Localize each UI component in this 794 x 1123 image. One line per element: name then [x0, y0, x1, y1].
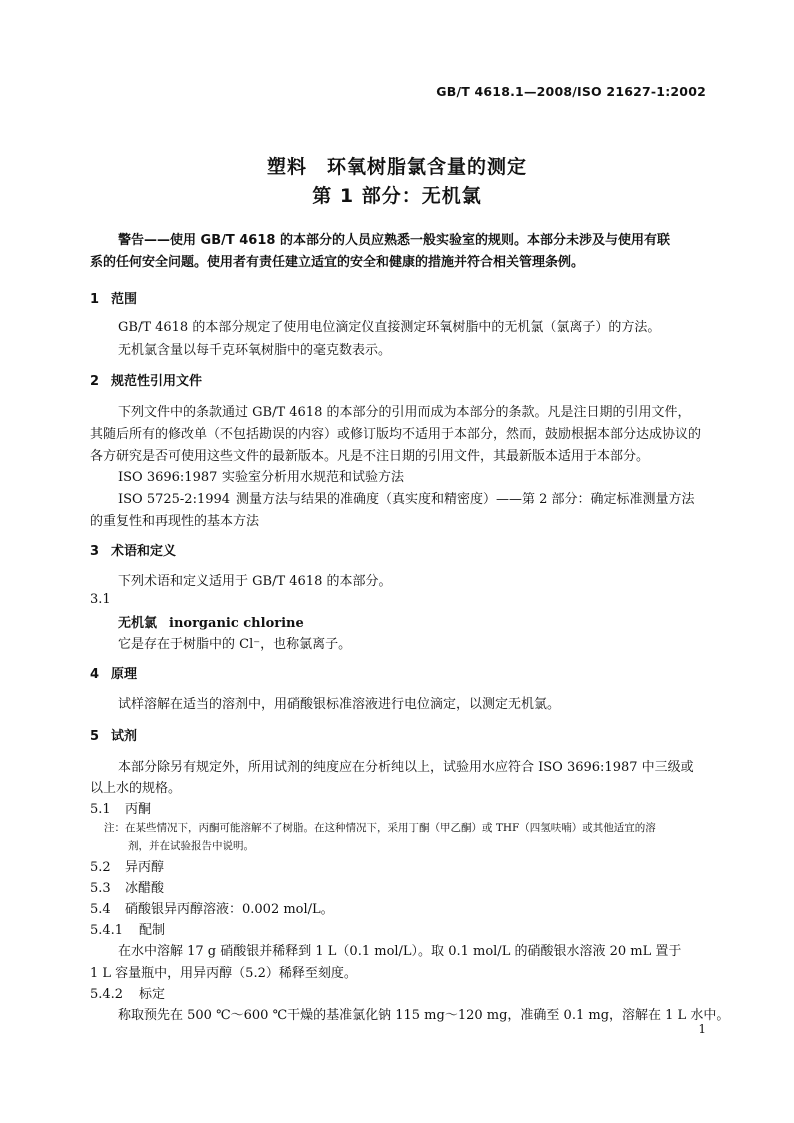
section-number: 3 — [90, 544, 100, 559]
warning-paragraph — [90, 230, 706, 274]
page-number: 1 — [698, 1022, 706, 1036]
section-heading-reagents — [90, 725, 137, 744]
paragraph: GB/T 4618 的本部分规定了使用电位滴定仪直接测定环氧树脂中的无机氯（氯离子）的方法。 — [118, 320, 661, 335]
section-heading-terms — [90, 540, 176, 559]
note-line: 注：在某些情况下，丙酮可能溶解不了树脂。在这种情况下，采用丁酮（甲乙酮）或 THF（四氢呋喃）或其他适宜的溶 — [104, 822, 656, 834]
reagent-item — [90, 798, 151, 817]
paragraph-line: 称取预先在 500 ℃～600 ℃干燥的基准氯化钠 115 mg～120 mg，准确至 0.1 mg，溶解在 1 L 水中。 — [118, 1008, 730, 1023]
warning-line: 系的任何安全问题。使用者有责任建立适宜的安全和健康的措施并符合相关管理条例。 — [90, 255, 585, 270]
section-number: 2 — [90, 374, 100, 389]
paragraph-line: 本部分除另有规定外，所用试剂的纯度应在分析纯以上，试验用水应符合 ISO 3696:1987 中三级或 — [118, 760, 694, 775]
paragraph-line: 各方研究是否可使用这些文件的最新版本。凡是不注日期的引用文件，其最新版本适用于本部分。 — [90, 449, 650, 464]
paragraph-line: 1 L 容量瓶中，用异丙醇（5.2）稀释至刻度。 — [90, 966, 357, 981]
reference-code: ISO 3696:1987 — [118, 470, 218, 485]
term-chinese: 无机氯 — [118, 616, 158, 631]
paragraph-line: 在水中溶解 17 g 硝酸银并稀释到 1 L（0.1 mol/L）。取 0.1 mol/L 的硝酸银水溶液 20 mL 置于 — [118, 944, 682, 959]
item-number: 5.2 — [90, 860, 111, 875]
warning-line: 警告——使用 GB/T 4618 的本部分的人员应熟悉一般实验室的规则。本部分未涉及与使用有联 — [118, 233, 670, 248]
reference-title: 实验室分析用水规范和试验方法 — [222, 470, 405, 485]
section-number: 5 — [90, 729, 100, 744]
document-subtitle: 第 1 部分：无机氯 — [312, 185, 482, 207]
item-number: 5.4.1 — [90, 923, 124, 938]
item-title: 配制 — [139, 923, 166, 938]
term-english: inorganic chlorine — [169, 616, 304, 631]
reagent-subitem — [90, 983, 165, 1002]
document-title: 塑料 环氧树脂氯含量的测定 — [266, 156, 527, 178]
section-title: 原理 — [111, 667, 138, 682]
term-definition: 它是存在于树脂中的 Cl⁻，也称氯离子。 — [118, 637, 352, 652]
reference-title-continuation: 的重复性和再现性的基本方法 — [90, 514, 260, 529]
item-number: 5.4.2 — [90, 987, 124, 1002]
section-heading-principle — [90, 663, 137, 682]
paragraph-line: 下列文件中的条款通过 GB/T 4618 的本部分的引用而成为本部分的条款。凡是注日期的引用文件， — [118, 405, 691, 420]
section-title: 范围 — [111, 292, 138, 307]
reference-item — [118, 488, 695, 507]
item-number: 5.1 — [90, 802, 111, 817]
reagent-item — [90, 898, 334, 917]
section-heading-scope — [90, 288, 137, 307]
reagent-item — [90, 856, 164, 875]
reference-item — [118, 466, 404, 485]
term-entry — [118, 612, 304, 631]
item-title: 标定 — [139, 987, 166, 1002]
note-line: 剂，并在试验报告中说明。 — [128, 840, 254, 852]
item-title: 硝酸银异丙醇溶液：0.002 mol/L。 — [125, 902, 334, 917]
section-title: 术语和定义 — [111, 544, 177, 559]
item-title: 冰醋酸 — [125, 881, 165, 896]
paragraph: 下列术语和定义适用于 GB/T 4618 的本部分。 — [118, 574, 392, 589]
section-title: 规范性引用文件 — [111, 374, 203, 389]
item-title: 异丙醇 — [125, 860, 165, 875]
item-number: 5.3 — [90, 881, 111, 896]
section-number: 1 — [90, 292, 100, 307]
standard-number: GB/T 4618.1—2008/ISO 21627-1:2002 — [436, 84, 706, 99]
subclause-number: 3.1 — [90, 592, 111, 607]
paragraph-line: 以上水的规格。 — [90, 781, 182, 796]
reference-code: ISO 5725-2:1994 — [118, 492, 231, 507]
paragraph: 试样溶解在适当的溶剂中，用硝酸银标准溶液进行电位滴定，以测定无机氯。 — [118, 697, 561, 712]
item-number: 5.4 — [90, 902, 111, 917]
section-heading-normative-references — [90, 370, 202, 389]
section-title: 试剂 — [111, 729, 138, 744]
paragraph-line: 其随后所有的修改单（不包括勘误的内容）或修订版均不适用于本部分，然而，鼓励根据本部分达成协议的 — [90, 427, 702, 442]
reagent-item — [90, 877, 164, 896]
reference-title: 测量方法与结果的准确度（真实度和精密度）——第 2 部分：确定标准测量方法 — [236, 492, 695, 507]
paragraph: 无机氯含量以每千克环氧树脂中的毫克数表示。 — [118, 343, 392, 358]
reagent-subitem — [90, 919, 165, 938]
section-number: 4 — [90, 667, 100, 682]
item-title: 丙酮 — [125, 802, 152, 817]
